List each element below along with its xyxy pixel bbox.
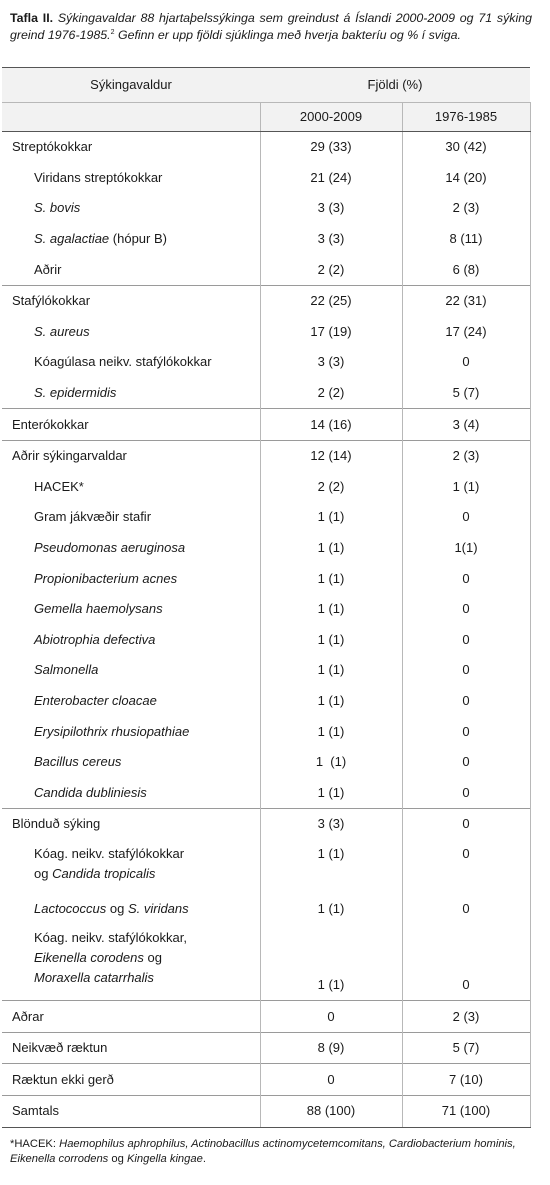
table-row: Aðrir 2 (2) 6 (8) <box>2 254 530 285</box>
caption-label: Tafla II. <box>10 11 54 25</box>
header-pathogen: Sýkingavaldur <box>2 68 260 103</box>
table-row: HACEK* 2 (2) 1 (1) <box>2 472 530 503</box>
caption-text-b: Gefinn er upp fjöldi sjúklinga með hverja bakteríu og % í sviga. <box>114 27 461 42</box>
table-row: Abiotrophia defectiva 1 (1) 0 <box>2 625 530 656</box>
table-row: Streptókokkar 29 (33) 30 (42) <box>2 132 530 163</box>
table-row: S. aureus 17 (19) 17 (24) <box>2 317 530 348</box>
table-row: S. agalactiae (hópur B) 3 (3) 8 (11) <box>2 224 530 255</box>
caption-text-a: Sýkingavaldar 88 hjartaþelssýkinga sem greindust á Íslandi 2000-2009 og 71 sýking greind 1976-1985. <box>10 11 532 42</box>
caption-ref: 2 <box>110 28 115 36</box>
table-row: Blönduð sýking 3 (3) 0 <box>2 809 530 840</box>
table-row: Aðrir sýkingarvaldar 12 (14) 2 (3) <box>2 440 530 471</box>
table-row: Gemella haemolysans 1 (1) 0 <box>2 594 530 625</box>
table-row: S. bovis 3 (3) 2 (3) <box>2 193 530 224</box>
table-row: Neikvæð ræktun 8 (9) 5 (7) <box>2 1032 530 1064</box>
table-row: Pseudomonas aeruginosa 1 (1) 1(1) <box>2 533 530 564</box>
table-row: Lactococcus og S. viridans 1 (1) 0 <box>2 894 530 925</box>
table-row: Samtals 88 (100) 71 (100) <box>2 1096 530 1128</box>
pathogen-table <box>2 67 531 1128</box>
table-row: Enterókokkar 14 (16) 3 (4) <box>2 409 530 441</box>
table-row: Candida dubliniesis 1 (1) 0 <box>2 777 530 808</box>
table-caption <box>10 10 532 43</box>
table-row: Aðrar 0 2 (3) <box>2 1001 530 1033</box>
table-footnote: *HACEK: Haemophilus aphrophilus, Actinobacillus actinomycetemcomitans, Cardiobacterium hominis, Eikenella corrodens og Kingella kingae. <box>10 1138 516 1165</box>
table-row: Kóagúlasa neikv. stafýlókokkar 3 (3) 0 <box>2 347 530 378</box>
table-row: Kóag. neikv. stafýlókokkar, Eikenella corodens og Moraxella catarrhalis 1 (1) 0 <box>2 924 530 1001</box>
header-1976-1985: 1976-1985 <box>402 103 530 132</box>
table-row: Stafýlókokkar 22 (25) 22 (31) <box>2 285 530 316</box>
table-row: Viridans streptókokkar 21 (24) 14 (20) <box>2 163 530 194</box>
table-row: Enterobacter cloacae 1 (1) 0 <box>2 686 530 717</box>
table-row: Salmonella 1 (1) 0 <box>2 655 530 686</box>
table-row: Gram jákvæðir stafir 1 (1) 0 <box>2 502 530 533</box>
table-row: Bacillus cereus 1 (1) 0 <box>2 747 530 778</box>
table-row: Ræktun ekki gerð 0 7 (10) <box>2 1064 530 1096</box>
table-row: Kóag. neikv. stafýlókokkar og Candida tropicalis 1 (1) 0 <box>2 840 530 894</box>
table-row: Erysipilothrix rhusiopathiae 1 (1) 0 <box>2 716 530 747</box>
table-row: Propionibacterium acnes 1 (1) 0 <box>2 563 530 594</box>
header-count-group: Fjöldi (%) <box>260 68 530 103</box>
header-2000-2009: 2000-2009 <box>260 103 402 132</box>
table-row: S. epidermidis 2 (2) 5 (7) <box>2 378 530 409</box>
